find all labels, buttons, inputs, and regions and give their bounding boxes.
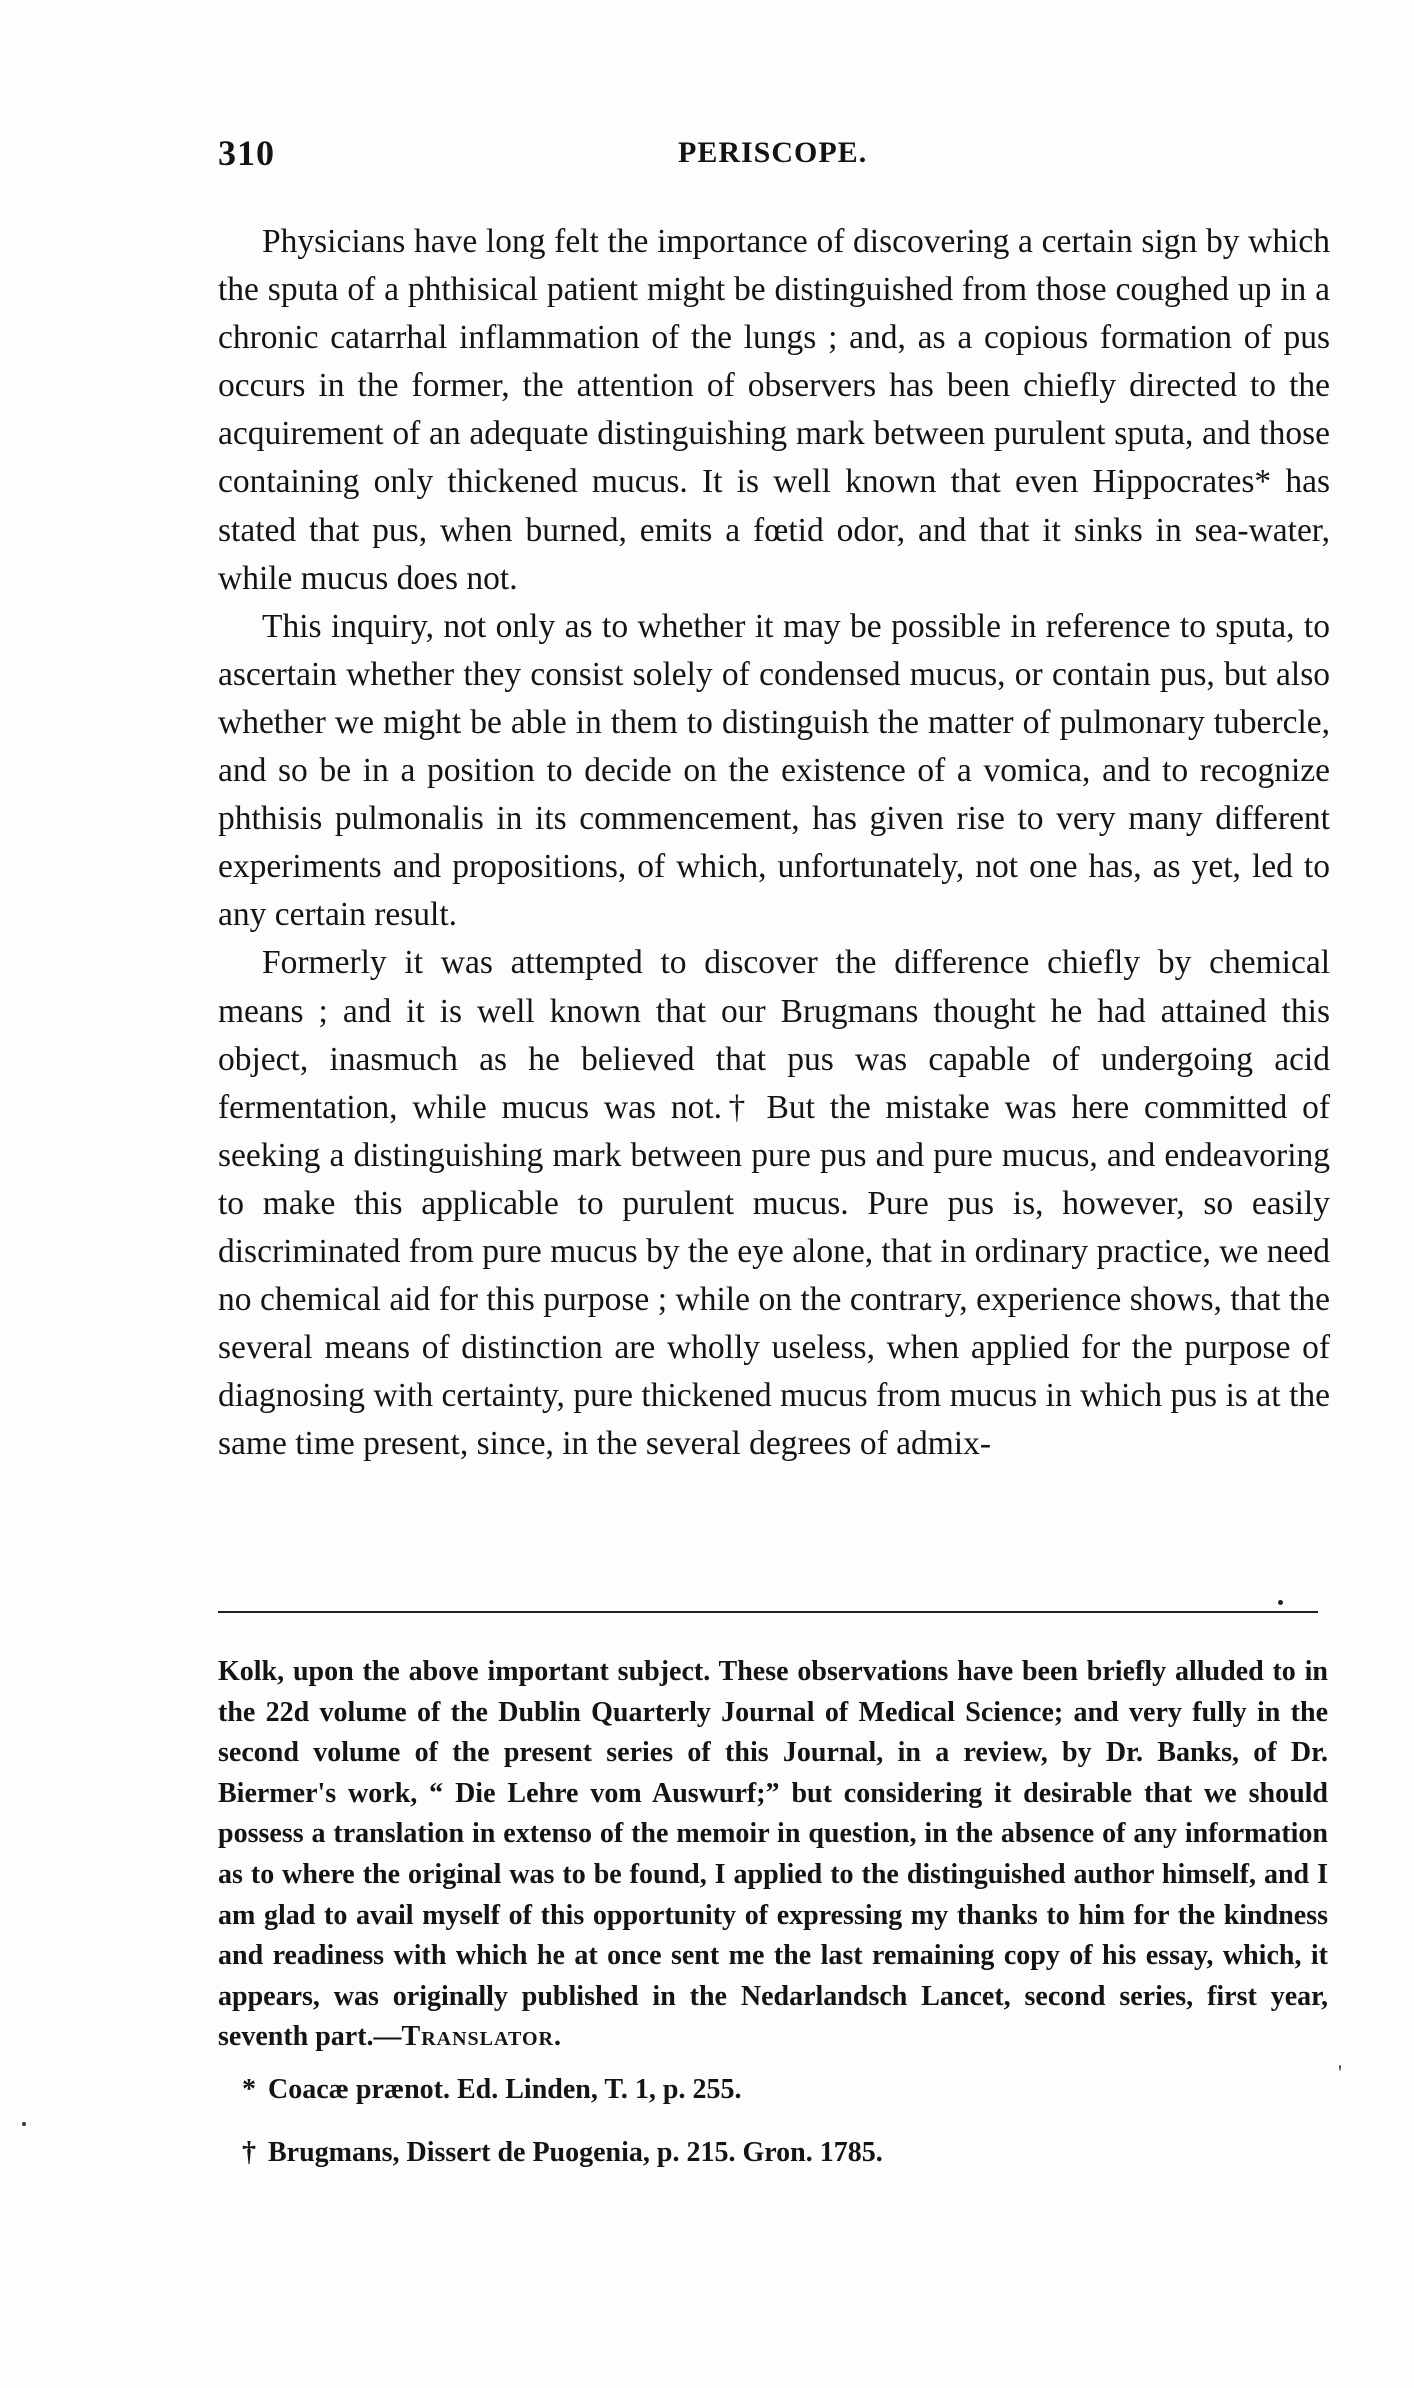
paragraph-1: Physicians have long felt the importance of discovering a certain sign by which the sputa of a phthisical patient might be distinguished from those coughed up in a chronic catarrhal inflammation of the lungs ; and, as a copious formation of pus occurs in the former, the attention of observers has been chiefly directed to the acquirement of an adequate distinguishing mark between purulent sputa, and those containing only thickened mucus. It is well known that even Hippocrates* has stated that pus, when burned, emits a fœtid odor, and that it sinks in sea-water, while mucus does not. bbox=[218, 223, 1330, 597]
margin-tick: ' bbox=[1338, 2060, 1342, 2085]
footnote-continuation bbox=[218, 1652, 1328, 2058]
footnote-star-text: Coacæ prænot. Ed. Linden, T. 1, p. 255. bbox=[268, 2073, 742, 2105]
page-number: 310 bbox=[218, 133, 275, 173]
paragraph-3: Formerly it was attempted to discover the difference chiefly by chemical means ; and it is well known that our Brugmans thought he had attained this object, inasmuch as he believed that pus was capable of undergoing acid fermentation, while mucus was not.† But the mistake was here committed of seeking a distinguishing mark between pure pus and pure mucus, and endeavoring to make this applicable to purulent mucus. Pure pus is, however, so easily discriminated from pure mucus by the eye alone, that in ordinary practice, we need no chemical aid for this purpose ; while on the contrary, experience shows, that the several means of distinction are wholly useless, when applied for the purpose of diagnosing with certainty, pure thickened mucus from mucus in which pus is at the same time present, since, in the several degrees of admix- bbox=[218, 944, 1330, 1463]
footnote-divider bbox=[218, 1611, 1318, 1613]
margin-dot bbox=[22, 2122, 26, 2126]
footnote-dagger bbox=[218, 2133, 1328, 2174]
footnote-dagger-text: Brugmans, Dissert de Puogenia, p. 215. Gron. 1785. bbox=[268, 2136, 883, 2168]
running-head: PERISCOPE. bbox=[678, 136, 868, 169]
paragraph-2: This inquiry, not only as to whether it may be possible in reference to sputa, to ascertain whether they consist solely of condensed mucus, or contain pus, but also whether we might be able in them to distinguish the matter of pulmonary tubercle, and so be in a position to decide on the existence of a vomica, and to recognize phthisis pulmonalis in its commencement, has given rise to very many different experiments and propositions, of which, unfortunately, not one has, as yet, led to any certain result. bbox=[218, 607, 1330, 934]
footnote-star bbox=[218, 2070, 1328, 2111]
body-text bbox=[218, 218, 1330, 1468]
translator-tag: Translator. bbox=[401, 2021, 562, 2053]
footnote-star-mark: * bbox=[242, 2073, 256, 2105]
footnotes bbox=[218, 1652, 1328, 2173]
divider-dot bbox=[1278, 1600, 1283, 1605]
page-header bbox=[218, 132, 1318, 182]
footnote-dagger-mark: † bbox=[242, 2136, 256, 2168]
footnote-continuation-text: Kolk, upon the above important subject. These observations have been briefly alluded to in the 22d volume of the Dublin Quarterly Journal of Medical Science; and very fully in the second volume of the present series of this Journal, in a review, by Dr. Banks, of Dr. Biermer's work, “ Die Lehre vom Auswurf;” but considering it desirable that we should possess a translation in extenso of the memoir in question, in the absence of any information as to where the original was to be found, I applied to the distinguished author himself, and I am glad to avail myself of this opportunity of expressing my thanks to him for the kindness and readiness with which he at once sent me the last remaining copy of his essay, which, it appears, was originally published in the Nedarlandsch Lancet, second series, first year, seventh part.— bbox=[218, 1656, 1328, 2053]
